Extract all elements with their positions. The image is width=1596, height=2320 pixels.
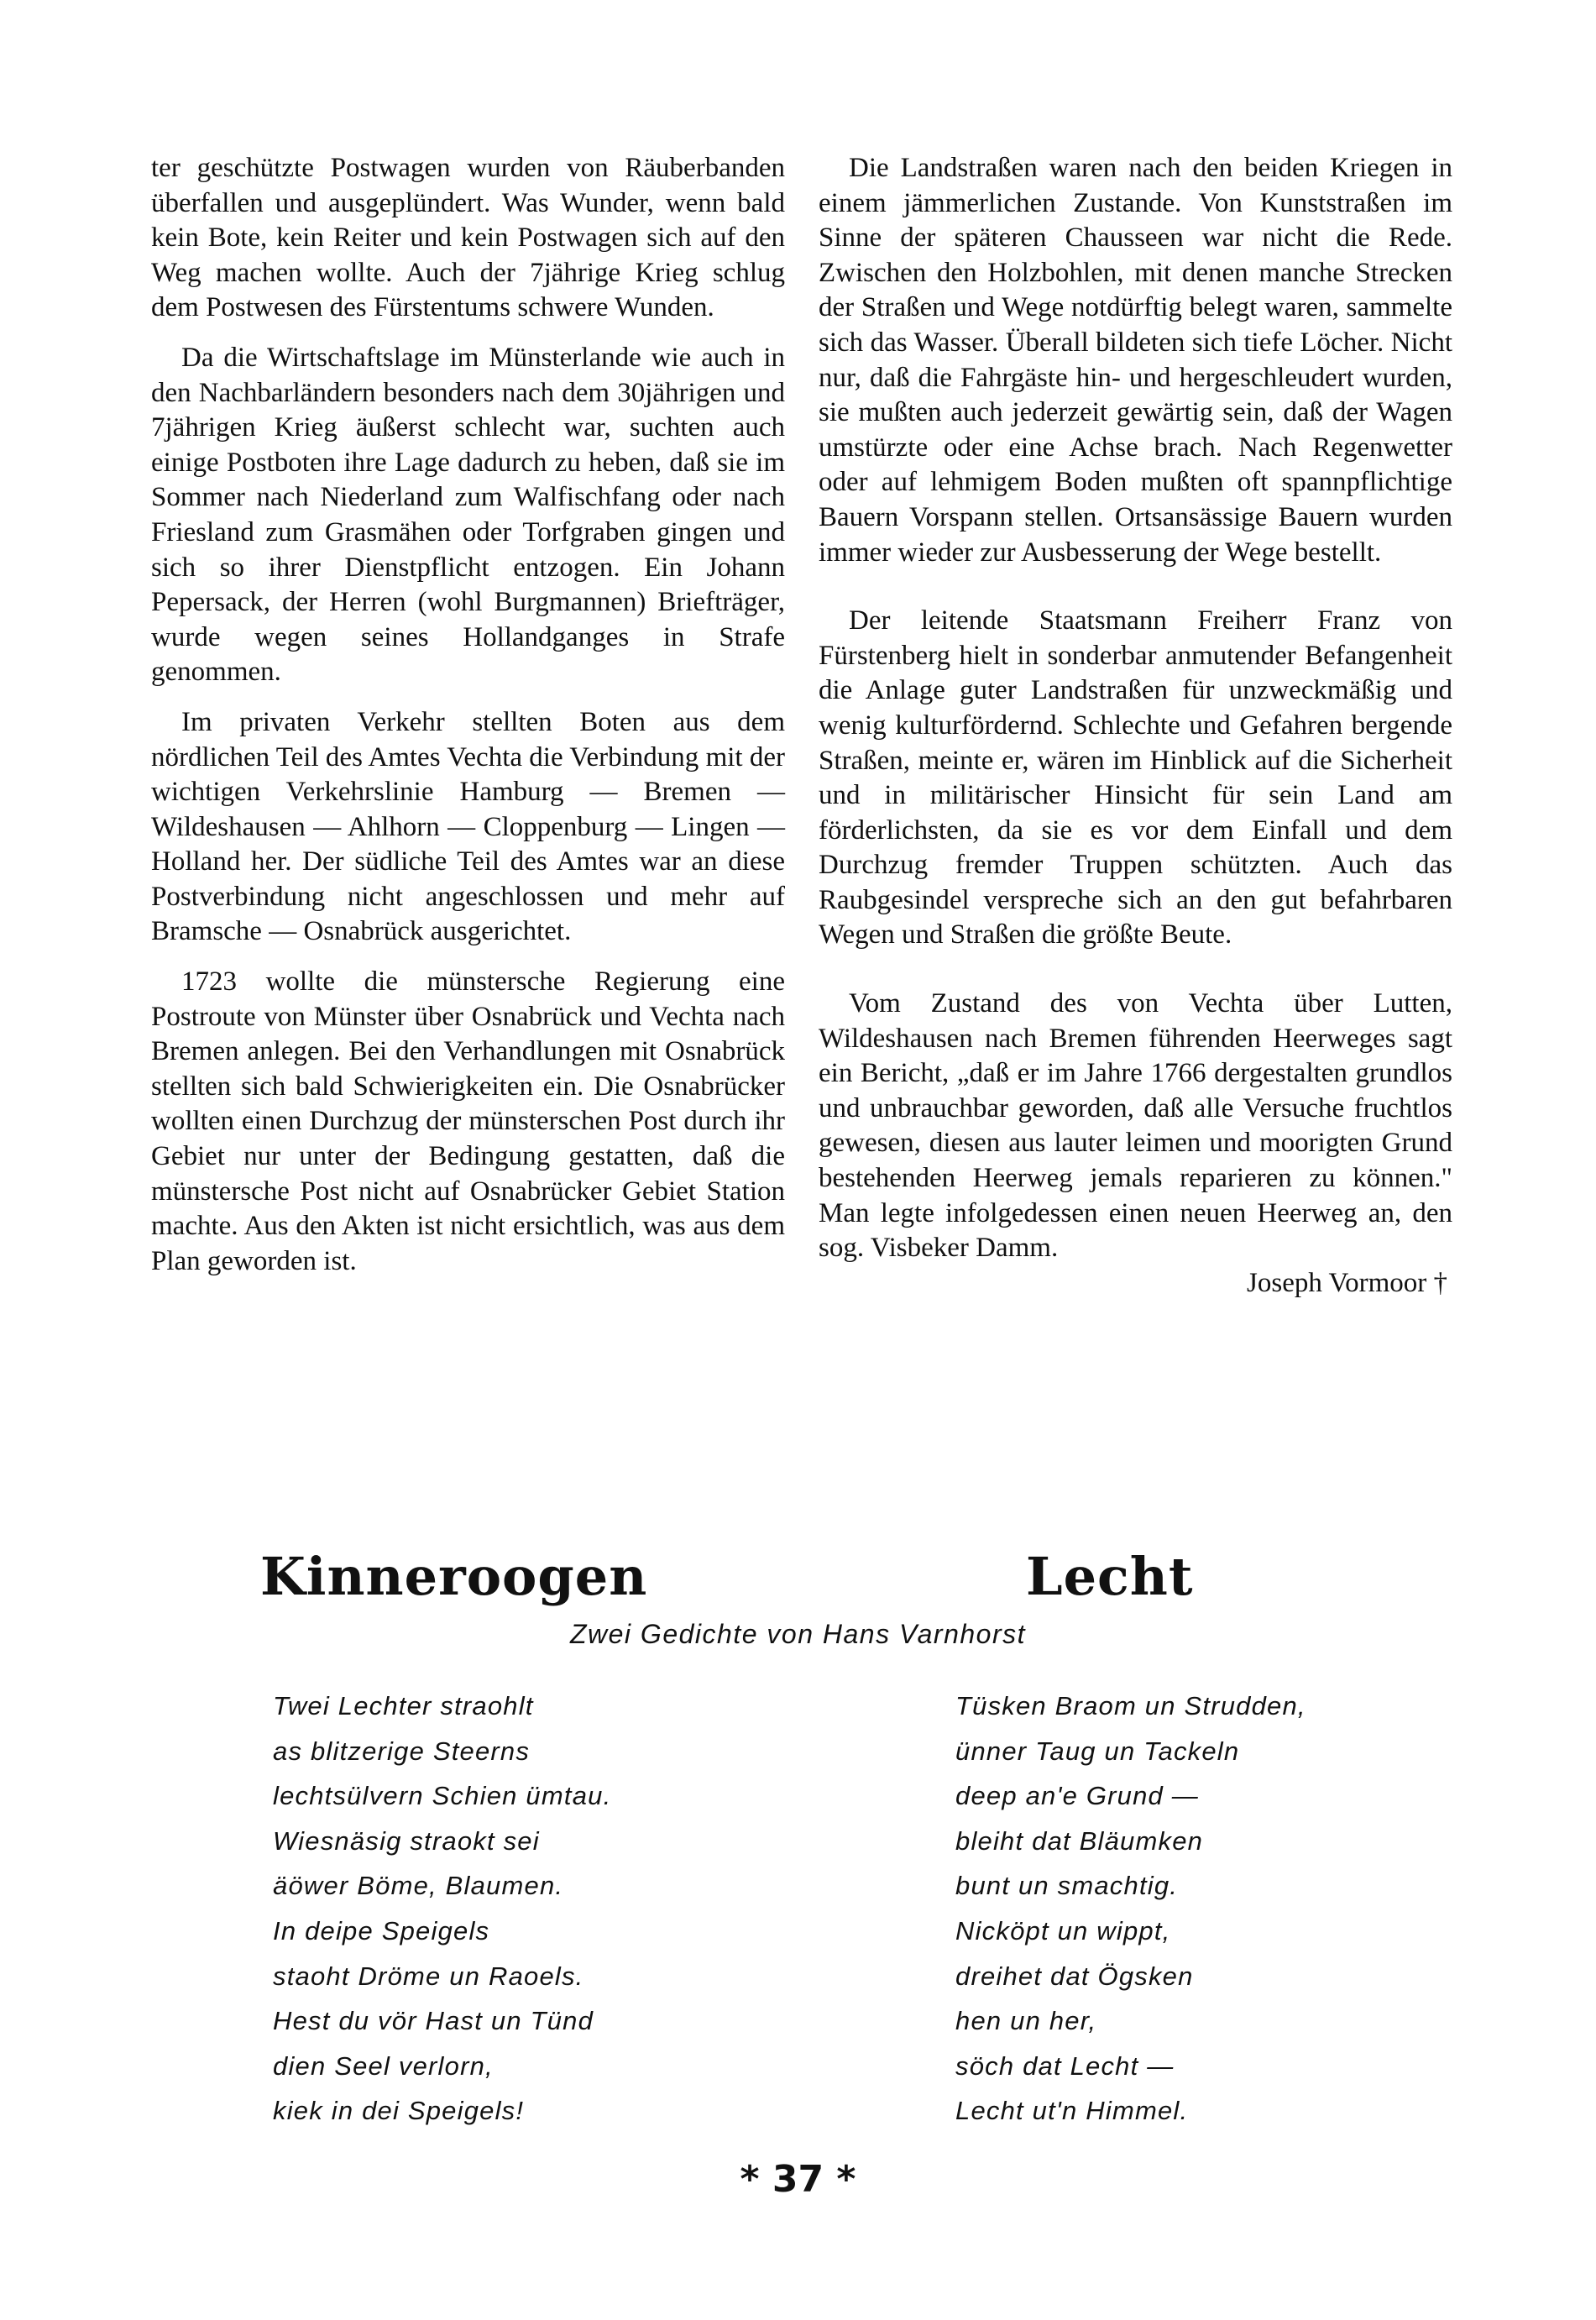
- poem-line: Lecht ut'n Himmel.: [955, 2096, 1189, 2126]
- poem-kinneroogen: [273, 1684, 611, 2134]
- poem-line: as blitzerige Steerns: [273, 1736, 531, 1766]
- poem-line: staoht Dröme un Raoels.: [273, 1961, 584, 1991]
- poem-line: kiek in dei Speigels!: [273, 2096, 525, 2126]
- poem-line: Nicköpt un wippt,: [955, 1915, 1171, 1946]
- poem-line: bunt un smachtig.: [955, 1871, 1179, 1901]
- poem-line: Wiesnäsig straokt sei: [273, 1825, 540, 1856]
- poem-line: bleiht dat Bläumken: [955, 1825, 1204, 1856]
- poem-line: äöwer Böme, Blaumen.: [273, 1871, 564, 1901]
- article-column-right: [819, 151, 1452, 1301]
- article-paragraph: Im privaten Verkehr stellten Boten aus dem nördlichen Teil des Amtes Vechta die Verbindung mit der wichtigen Verkehrslinie Hamburg — Bremen — Wildeshausen — Ahlhorn — Cloppenburg — Lingen — Holland her. Der südliche Teil des Amtes war an diese Postverbindung nicht angeschlossen und mehr auf Bramsche — Osnabrück ausgerichtet.: [151, 706, 785, 947]
- poem-line: ünner Taug un Tackeln: [955, 1736, 1240, 1766]
- poem-line: In deipe Speigels: [273, 1915, 490, 1946]
- poem-line: hen un her,: [955, 2006, 1097, 2036]
- article-paragraph: ter geschützte Postwagen wurden von Räuberbanden überfallen und ausgeplündert. Was Wunder, wenn bald kein Bote, kein Reiter und kein Postwagen sich auf den Weg machen wollte. Auch der 7jährige Krieg schlug dem Postwesen des Fürstentums schwere Wunden.: [151, 153, 785, 323]
- poem-line: dien Seel verlorn,: [273, 2050, 494, 2081]
- article-paragraph: Die Landstraßen waren nach den beiden Kriegen in einem jämmerlichen Zustande. Von Kunststraßen im Sinne der späteren Chausseen war nicht die Rede. Zwischen den Holzbohlen, mit denen manche Strecken der Straßen und Wege notdürftig belegt waren, sammelte sich das Wasser. Überall bildeten sich tiefe Löcher. Nicht nur, daß die Fahrgäste hin- und hergeschleudert wurden, sie mußten auch jederzeit gewärtig sein, daß der Wagen umstürzte oder eine Achse brach. Nach Regenwetter oder auf lehmigem Boden mußten oft spannpflichtige Bauern Vorspann stellen. Ortsansässige Bauern wurden immer wieder zur Ausbesserung der Wege bestellt.: [819, 153, 1452, 568]
- article-paragraph: Vom Zustand des von Vechta über Lutten, Wildeshausen nach Bremen führenden Heerweges sagt ein Bericht, „daß er im Jahre 1766 dergestalten grundlos und unbrauchbar geworden, daß alle Versuche fruchtlos gewesen, diesen aus lauter leimen und moorigten Grund bestehenden Heerweg jemals reparieren zu können." Man legte infolgedessen einen neuen Heerweg an, den sog. Visbeker Damm.: [819, 988, 1452, 1264]
- poem-line: dreihet dat Ögsken: [955, 1961, 1194, 1991]
- article-paragraph: 1723 wollte die münstersche Regierung eine Postroute von Münster über Osnabrück und Vechta nach Bremen anlegen. Bei den Verhandlungen mit Osnabrück stellten sich bald Schwierigkeiten ein. Die Osnabrücker wollten einen Durchzug der münsterschen Post durch ihr Gebiet nur unter der Bedingung gestatten, daß die münstersche Post nicht auf Osnabrücker Gebiet Station machte. Aus den Akten ist nicht ersichtlich, was aus dem Plan geworden ist.: [151, 966, 785, 1276]
- article-author: Joseph Vormoor †: [1247, 1267, 1447, 1298]
- article-column-left: [151, 151, 785, 1279]
- poem-line: lechtsülvern Schien ümtau.: [273, 1781, 612, 1811]
- poem-title-kinneroogen: Kinneroogen: [260, 1546, 648, 1607]
- poem-title-lecht: Lecht: [1026, 1546, 1194, 1607]
- poem-line: Twei Lechter straohlt: [273, 1691, 534, 1720]
- poem-lecht: [955, 1684, 1306, 2134]
- poem-line: Tüsken Braom un Strudden,: [955, 1691, 1306, 1720]
- page-number: * 37 *: [740, 2158, 856, 2201]
- article-paragraph: Da die Wirtschaftslage im Münsterlande wie auch in den Nachbarländern besonders nach dem 30jährigen und 7jährigen Krieg äußerst schlecht war, suchten auch einige Postboten ihre Lage dadurch zu heben, daß sie im Sommer nach Niederland zum Walfischfang oder nach Friesland zum Grasmähen oder Torfgraben gingen und sich so ihrer Dienstpflicht entzogen. Ein Johann Pepersack, der Herren (wohl Burgmannen) Briefträger, wurde wegen seines Hollandganges in Strafe genommen.: [151, 342, 785, 688]
- poems-subtitle: Zwei Gedichte von Hans Varnhorst: [569, 1619, 1027, 1649]
- poem-line: söch dat Lecht —: [955, 2050, 1175, 2081]
- poem-line: Hest du vör Hast un Tünd: [273, 2006, 594, 2036]
- poem-line: deep an'e Grund —: [955, 1781, 1200, 1811]
- article-paragraph: Der leitende Staatsmann Freiherr Franz von Fürstenberg hielt in sonderbar anmutender Befangenheit die Anlage guter Landstraßen für unzweckmäßig und wenig kulturfördernd. Schlechte und Gefahren bergende Straßen, meinte er, wären im Hinblick auf die Sicherheit und in militärischer Hinsicht für sein Land am förderlichsten, da sie es vor dem Einfall und dem Durchzug fremder Truppen schützten. Auch das Raubgesindel verspreche sich an den gut befahrbaren Wegen und Straßen die größte Beute.: [819, 605, 1452, 951]
